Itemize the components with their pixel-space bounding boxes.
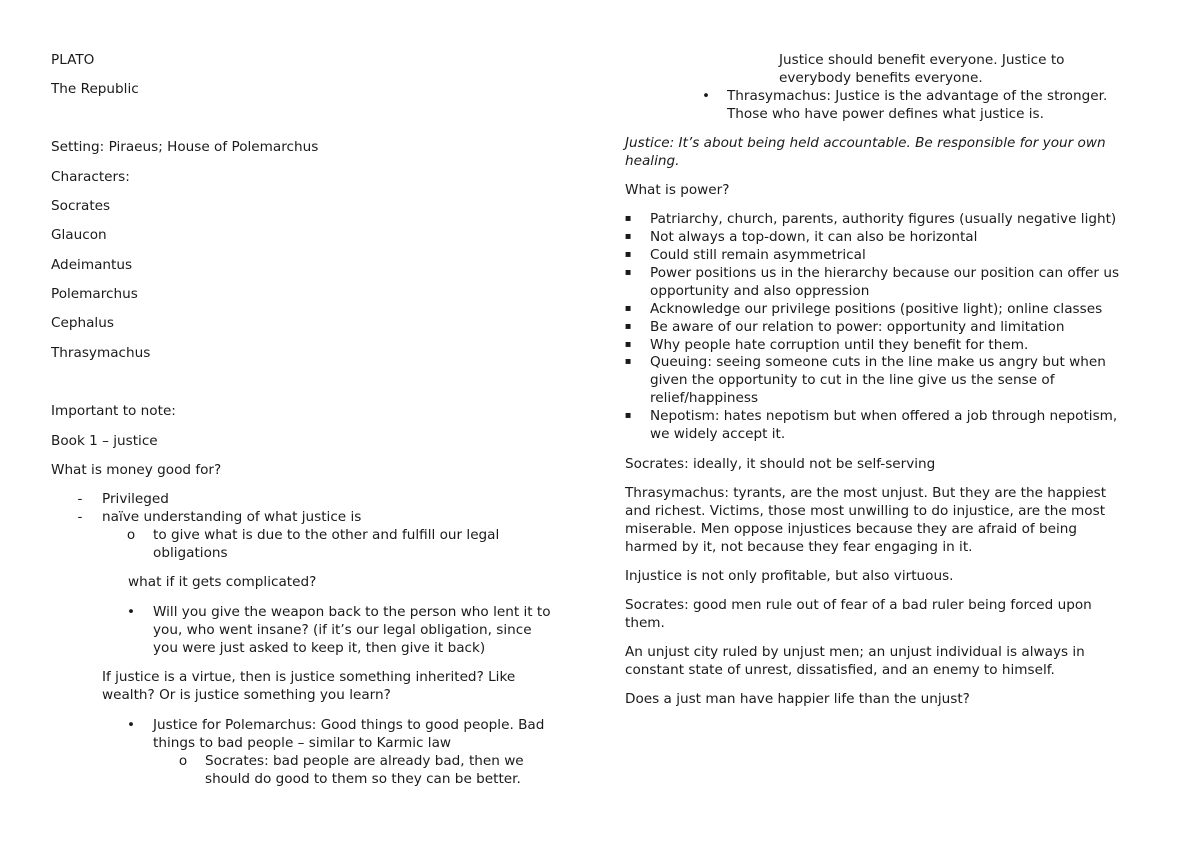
square-bullet: ▪	[624, 231, 632, 242]
character-name: Thrasymachus	[51, 345, 151, 361]
list-item-text: Acknowledge our privilege positions (positive light); online classes	[650, 301, 1103, 317]
list-item-text: Be aware of our relation to power: opportunity and limitation	[650, 319, 1065, 335]
list-item-text: we widely accept it.	[650, 426, 786, 442]
round-bullet: •	[701, 88, 711, 104]
characters-heading: Characters:	[51, 169, 130, 185]
character-name: Glaucon	[51, 227, 107, 243]
character-name: Polemarchus	[51, 286, 138, 302]
list-item-text: things to bad people – similar to Karmic law	[153, 735, 452, 751]
paragraph-line: If justice is a virtue, then is justice something inherited? Like	[102, 669, 516, 685]
list-item-text: should do good to them so they can be better.	[205, 771, 521, 787]
important-note-heading: Important to note:	[51, 403, 176, 419]
paragraph-line: An unjust city ruled by unjust men; an unjust individual is always in	[625, 644, 1085, 660]
paragraph-line: harmed by it, not because they fear engaging in it.	[625, 539, 973, 555]
list-item-text: Justice for Polemarchus: Good things to good people. Bad	[153, 717, 545, 733]
italic-paragraph-line: Justice: It’s about being held accountable. Be responsible for your own	[625, 135, 1106, 151]
complicated-question: what if it gets complicated?	[128, 574, 317, 590]
square-bullet: ▪	[624, 339, 632, 350]
character-name: Cephalus	[51, 315, 114, 331]
circle-bullet: o	[178, 753, 188, 769]
paragraph-line: Socrates: good men rule out of fear of a bad ruler being forced upon	[625, 597, 1092, 613]
list-item-text: Could still remain asymmetrical	[650, 247, 866, 263]
list-item-text: given the opportunity to cut in the line give us the sense of	[650, 372, 1055, 388]
list-item-text: you were just asked to keep it, then give it back)	[153, 640, 486, 656]
list-item-text: opportunity and also oppression	[650, 283, 870, 299]
paragraph-line: Socrates: ideally, it should not be self-serving	[625, 456, 936, 472]
paragraph-line: them.	[625, 615, 665, 631]
list-item-text: obligations	[153, 545, 228, 561]
square-bullet: ▪	[624, 410, 632, 421]
dash-bullet: -	[77, 509, 83, 525]
paragraph-line: Does a just man have happier life than the unjust?	[625, 691, 970, 707]
square-bullet: ▪	[624, 303, 632, 314]
list-item-text: you, who went insane? (if it’s our legal obligation, since	[153, 622, 532, 638]
round-bullet: •	[126, 717, 136, 733]
money-question: What is money good for?	[51, 462, 222, 478]
book-heading: Book 1 – justice	[51, 433, 158, 449]
doc-title: PLATO	[51, 52, 95, 68]
list-item-text: Why people hate corruption until they benefit for them.	[650, 337, 1029, 353]
list-item-text: Nepotism: hates nepotism but when offered a job through nepotism,	[650, 408, 1118, 424]
square-bullet: ▪	[624, 267, 632, 278]
setting-line: Setting: Piraeus; House of Polemarchus	[51, 139, 319, 155]
list-item-text: Thrasymachus: Justice is the advantage of the stronger.	[727, 88, 1108, 104]
paragraph-line: miserable. Men oppose injustices because they are afraid of being	[625, 521, 1078, 537]
list-item-text: Socrates: bad people are already bad, then we	[205, 753, 524, 769]
list-item-text: Patriarchy, church, parents, authority figures (usually negative light)	[650, 211, 1117, 227]
paragraph-line: everybody benefits everyone.	[779, 70, 983, 86]
paragraph-line: Injustice is not only profitable, but also virtuous.	[625, 568, 954, 584]
square-bullet: ▪	[624, 356, 632, 367]
paragraph-line: and richest. Victims, those most unwilling to do injustice, are the most	[625, 503, 1106, 519]
list-item-text: relief/happiness	[650, 390, 759, 406]
list-item-text: Power positions us in the hierarchy because our position can offer us	[650, 265, 1120, 281]
list-item-text: Queuing: seeing someone cuts in the line make us angry but when	[650, 354, 1106, 370]
power-question: What is power?	[625, 182, 730, 198]
paragraph-line: Thrasymachus: tyrants, are the most unjust. But they are the happiest	[625, 485, 1107, 501]
list-item-text: Those who have power defines what justice is.	[727, 106, 1044, 122]
list-item-text: Not always a top-down, it can also be horizontal	[650, 229, 978, 245]
circle-bullet: o	[126, 527, 136, 543]
italic-paragraph-line: healing.	[625, 153, 680, 169]
square-bullet: ▪	[624, 321, 632, 332]
character-name: Socrates	[51, 198, 111, 214]
round-bullet: •	[126, 604, 136, 620]
character-name: Adeimantus	[51, 257, 133, 273]
list-item-text: to give what is due to the other and fulfill our legal	[153, 527, 500, 543]
doc-subtitle: The Republic	[51, 81, 139, 97]
paragraph-line: wealth? Or is justice something you learn?	[102, 687, 391, 703]
list-item-text: Will you give the weapon back to the person who lent it to	[153, 604, 551, 620]
list-item: Privileged	[102, 491, 169, 507]
paragraph-line: constant state of unrest, dissatisfied, and an enemy to himself.	[625, 662, 1055, 678]
dash-bullet: -	[77, 491, 83, 507]
square-bullet: ▪	[624, 249, 632, 260]
square-bullet: ▪	[624, 213, 632, 224]
paragraph-line: Justice should benefit everyone. Justice to	[779, 52, 1065, 68]
list-item: naïve understanding of what justice is	[102, 509, 362, 525]
